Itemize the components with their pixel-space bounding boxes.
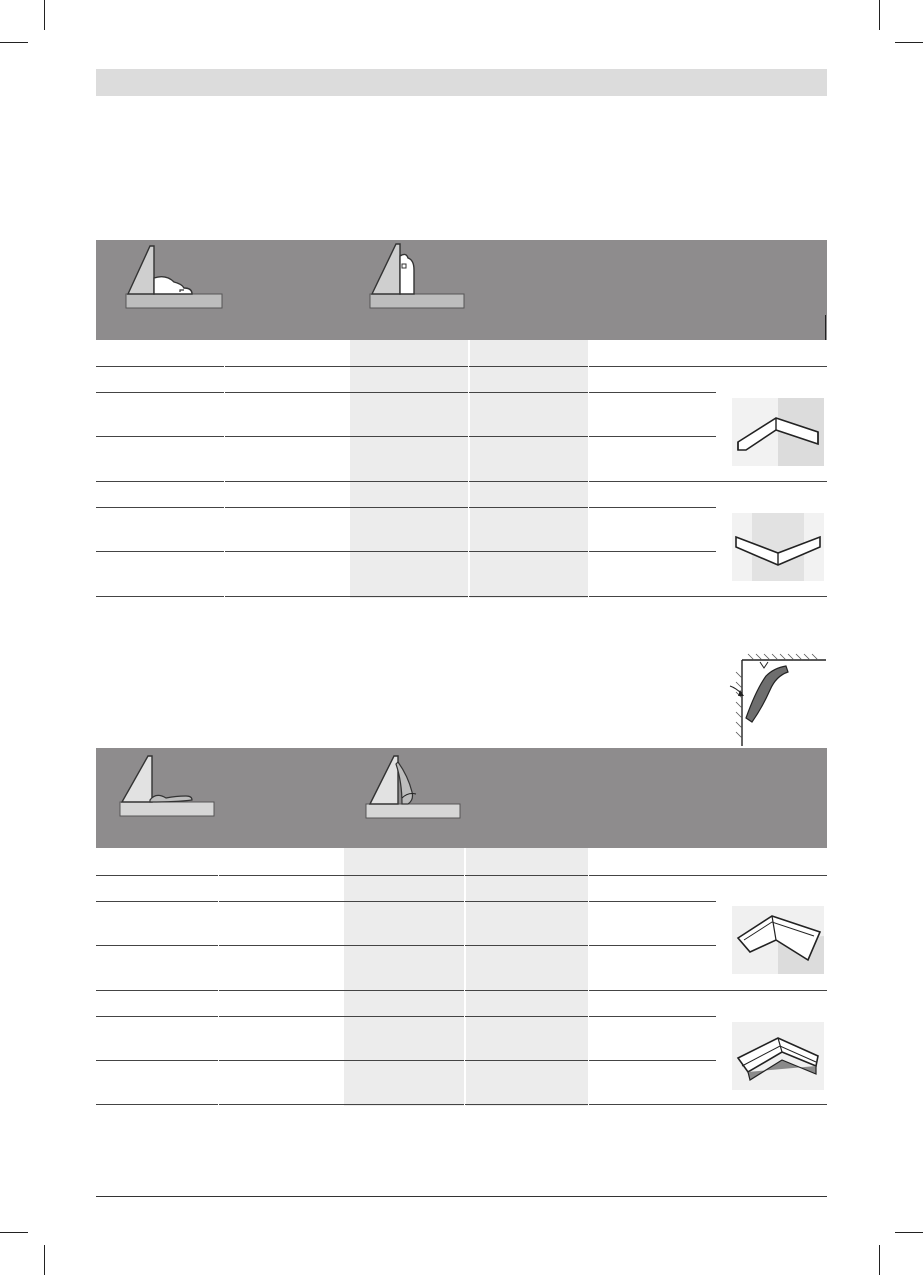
crop-mark: [895, 42, 923, 43]
crop-mark: [44, 1245, 45, 1275]
table-row: [96, 1016, 827, 1104]
table-row: [96, 366, 827, 392]
outside-corner-icon: [732, 513, 824, 581]
table-row: [96, 392, 827, 436]
crop-mark: [0, 42, 28, 43]
footer-rule: [96, 1196, 827, 1197]
crown-table: [96, 848, 827, 1106]
table-row: [96, 990, 827, 1016]
table-row: [96, 436, 827, 481]
page-header-bar: [96, 69, 827, 96]
table-row: [96, 507, 827, 596]
table-bottom-border: [96, 1104, 827, 1105]
baseboard-table: [96, 340, 827, 598]
crop-mark: [879, 0, 880, 30]
crown-inside-corner-icon: [732, 906, 824, 974]
band-edge: [825, 315, 826, 340]
table-row: [96, 901, 827, 945]
table-row: [96, 340, 827, 366]
crown-nested-icon: [362, 752, 466, 822]
baseboard-flat-icon: [122, 244, 226, 312]
crop-mark: [0, 1232, 28, 1233]
crop-mark: [895, 1232, 923, 1233]
crown-flat-icon: [116, 752, 220, 822]
table-bottom-border: [96, 596, 827, 597]
inside-corner-icon: [732, 398, 824, 466]
crown-angle-icon: [726, 650, 826, 746]
table-row: [96, 848, 827, 875]
crop-mark: [879, 1245, 880, 1275]
crown-outside-corner-icon: [732, 1022, 824, 1090]
table-row: [96, 945, 827, 990]
table-row: [96, 481, 827, 507]
crop-mark: [44, 0, 45, 30]
baseboard-vertical-icon: [366, 242, 470, 314]
table-row: [96, 875, 827, 901]
